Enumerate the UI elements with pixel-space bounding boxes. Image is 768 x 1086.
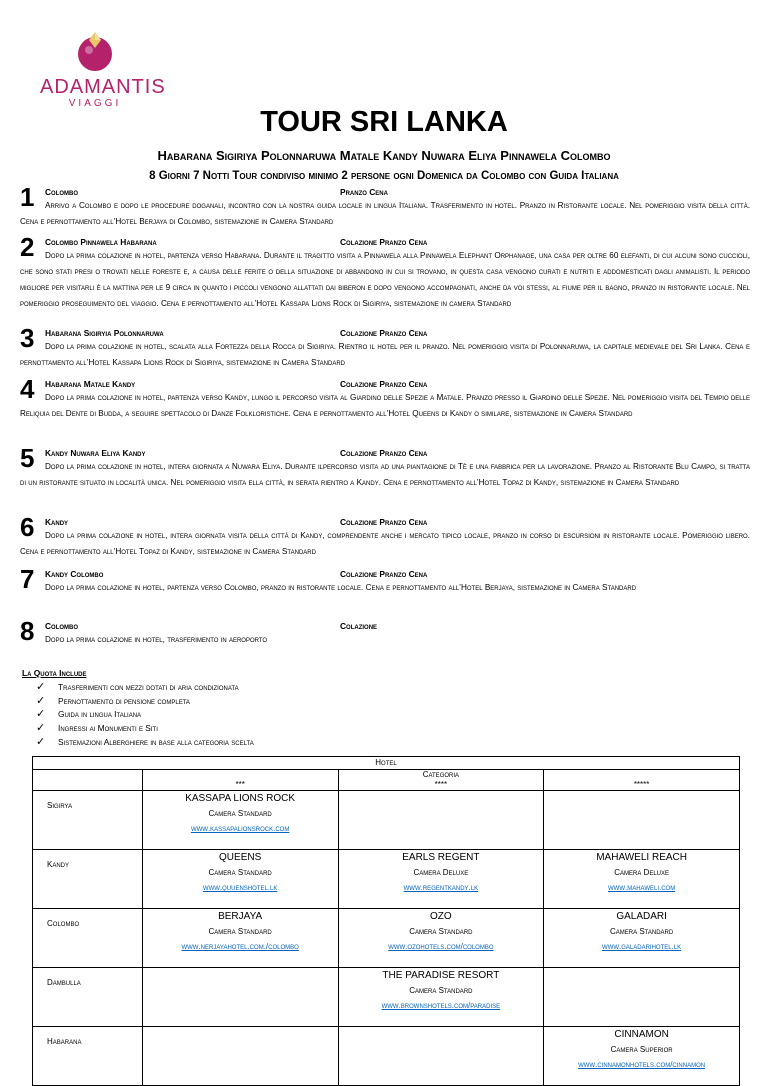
- day-places: Colombo: [45, 621, 79, 631]
- list-item: ✓ Sistemazioni Alberghiere in base alla categoria scelta: [36, 735, 254, 748]
- hotel-link[interactable]: www.brownshotels.com/paradise: [381, 1001, 501, 1010]
- table-row: Kandy QUEENS Camera Standard www.quuenshotel.lk EARLS REGENT Camera Deluxe www.regentkandy.lk MAHAWELI REACH Camera Deluxe www.mahaweli.com: [33, 850, 740, 909]
- day-places: Habarana Sigiryia Polonnaruwa: [45, 328, 164, 338]
- day-description: Dopo la prima colazione in hotel, partenza verso Colombo, pranzo in ristorante locale. Cena e pernottamento all’Hotel Berjaya, sistemazione in Camera Standard: [45, 583, 637, 592]
- day-meals: Colazione: [340, 621, 378, 631]
- day-6: [20, 512, 750, 560]
- table-row: Dambulla THE PARADISE RESORT Camera Standard www.brownshotels.com/paradise: [33, 968, 740, 1027]
- day-description: Dopo la prima colazione in hotel, trasferimento in aeroporto: [45, 635, 268, 644]
- day-3: [20, 323, 750, 371]
- included-section: [22, 667, 254, 750]
- day-meals: Colazione Pranzo Cena: [340, 448, 428, 458]
- day-number: 5: [20, 443, 35, 473]
- hotel-link[interactable]: www.ozohotels.com/colombo: [388, 942, 494, 951]
- day-number: 3: [20, 323, 35, 353]
- day-places: Colombo Pinnawela Habarana: [45, 237, 157, 247]
- list-item: ✓ Pernottamento di pensione completa: [36, 694, 190, 707]
- day-4: [20, 374, 750, 422]
- day-description: Dopo la prima colazione in hotel, partenza verso Habarana. Durante il tragitto visita a Pinnawela alla Pinnawela Elephant Orphanage, una casa per oltre 60 elefanti, di cui alcuni sono cuccioli, che sono stati presi o trovati nelle foreste e, a causa delle ferite o della situazione di abbandono in cui si trovano, in questa casa vengono curati e nutriti e addomesticati dagli animalisti. Il periodo migliore per visitarli è la mattina per le 9 circa in quanto i piccoli vengono allattati dai biberon e dopo vengono accompagnati, anche da voi stessi, al fiume per il bagno, pranzo in ristorante locale. Nel pomeriggio proseguimento del viaggio. Cena e pernottamento all’Hotel Kassapa Lions Rock di Sigiriya, sistemazione in camera Standard: [20, 251, 750, 308]
- tour-subtitle: 8 Giorni 7 Notti Tour condiviso minimo 2 persone ogni Domenica da Colombo con Guida Italiana: [149, 170, 619, 182]
- logo: [40, 28, 166, 109]
- day-description: Dopo la prima colazione in hotel, partenza verso Kandy, lungo il percorso visita al Giardino delle Spezie a Matale. Pranzo presso il Giardino delle Spezie. Nel pomeriggio visita del Tempio delle Reliquia del Dente di Budda, a seguire spettacolo di Danze Folkloristiche. Cena e pernottamento all’Hotel Queens di Kandy o similare, sistemazione in Camera Standard: [20, 393, 750, 418]
- list-item: ✓ Guida in lingua Italiana: [36, 708, 142, 721]
- category-4-star: Categoria ****: [338, 770, 544, 791]
- checkmark-icon: ✓: [36, 694, 46, 707]
- day-8: [20, 616, 750, 648]
- day-description: Dopo la prima colazione in hotel, intera giornata a Nuwara Eliya. Durante ilpercorso visita ad una piantagione di Tè e una fabbrica per la lavorazione. Pranzo al Ristorante Blu Campo, si tratta di un ristorante situato in località unica. Nel pomeriggio visita ella città, in serata rientro a Kandy. Cena e pernottamento all’Hotel Topaz di Kandy, sistemazione in Camera Standard: [20, 462, 750, 487]
- category-3-star: ***: [142, 770, 338, 791]
- day-number: 2: [20, 232, 35, 262]
- day-meals: Colazione Pranzo Cena: [340, 328, 428, 338]
- checkmark-icon: ✓: [36, 708, 46, 721]
- day-description: Dopo la prima colazione in hotel, intera giornata visita della città di Kandy, comprendente anche i mercato tipico locale, pranzo in corso di escursioni in ristorante locale. Pomeriggio libero. Cena e pernottamento all’Hotel Topaz di Kandy, sistemazione in Camera Standard: [20, 531, 750, 556]
- list-item: ✓ Ingressi ai Monumenti e Siti: [36, 722, 158, 735]
- day-7: [20, 564, 750, 596]
- day-5: [20, 443, 750, 491]
- included-list: [22, 681, 254, 750]
- day-description: Arrivo a Colombo e dopo le procedure doganali, incontro con la nostra guida locale in lingua Italiana. Trasferimento in hotel. Pranzo in Ristorante locale. Nel pomeriggio visita della città. Cena e pernottamento all’Hotel Berjaya di Colombo, sistemazione in Camera Standard: [20, 201, 750, 226]
- route-subtitle: Habarana Sigiriya Polonnaruwa Matale Kandy Nuwara Eliya Pinnawela Colombo: [157, 148, 611, 163]
- day-2: [20, 232, 750, 312]
- checkmark-icon: ✓: [36, 680, 46, 693]
- day-places: Kandy Colombo: [45, 569, 104, 579]
- page-title: TOUR SRI LANKA: [260, 106, 508, 138]
- day-number: 4: [20, 374, 35, 404]
- day-meals: Pranzo Cena: [340, 187, 388, 197]
- table-row: Habarana CINNAMON Camera Superior www.cinnamonhotels.com/cinnamon: [33, 1027, 740, 1086]
- hotel-link[interactable]: www.mahaweli.com: [608, 883, 676, 892]
- checkmark-icon: ✓: [36, 735, 46, 748]
- hotel-link[interactable]: www.galadarihotel.lk: [602, 942, 682, 951]
- hotel-link[interactable]: www.nerjayahotel.com./colombo: [181, 942, 299, 951]
- category-5-star: *****: [544, 770, 740, 791]
- hotel-link[interactable]: www.kassapalionsrock.com: [190, 824, 290, 833]
- logo-brand: ADAMANTIS: [40, 76, 166, 98]
- day-meals: Colazione Pranzo Cena: [340, 517, 428, 527]
- hotel-table: [32, 756, 740, 1086]
- list-item: ✓ Trasferimenti con mezzi dotati di aria condizionata: [36, 680, 239, 693]
- day-places: Kandy: [45, 517, 69, 527]
- day-number: 1: [20, 182, 35, 212]
- included-heading: La Quota Include: [22, 668, 87, 678]
- hotel-link[interactable]: www.cinnamonhotels.com/cinnamon: [578, 1060, 706, 1069]
- day-meals: Colazione Pranzo Cena: [340, 237, 428, 247]
- day-number: 6: [20, 512, 35, 542]
- day-meals: Colazione Pranzo Cena: [340, 379, 428, 389]
- day-1: [20, 182, 750, 230]
- day-description: Dopo la prima colazione in hotel, scalata alla Fortezza della Rocca di Sigiriya. Rientro il hotel per il pranzo. Nel pomeriggio visita di Polonnaruwa, la capitale medievale del Sri Lanka. Cena e pernottamento all’Hotel Kassapa Lions Rock di Sigiriya, sistemazione in Camera Standard: [20, 342, 750, 367]
- day-meals: Colazione Pranzo Cena: [340, 569, 428, 579]
- day-number: 8: [20, 616, 35, 646]
- diamond-logo-icon: [72, 28, 118, 74]
- day-places: Kandy Nuwara Eliya Kandy: [45, 448, 146, 458]
- table-row: Colombo BERJAYA Camera Standard www.nerjayahotel.com./colombo OZO Camera Standard www.ozohotels.com/colombo GALADARI Camera Standard www.galadarihotel.lk: [33, 909, 740, 968]
- hotel-link[interactable]: www.quuenshotel.lk: [202, 883, 278, 892]
- logo-sub: VIAGGI: [68, 98, 122, 109]
- hotel-caption: Hotel: [33, 757, 740, 770]
- table-row: Sigirya KASSAPA LIONS ROCK Camera Standard www.kassapalionsrock.com: [33, 791, 740, 850]
- day-places: Habarana Matale Kandy: [45, 379, 136, 389]
- hotel-link[interactable]: www.regentkandy.lk: [403, 883, 479, 892]
- checkmark-icon: ✓: [36, 722, 46, 735]
- day-places: Colombo: [45, 187, 79, 197]
- day-number: 7: [20, 564, 35, 594]
